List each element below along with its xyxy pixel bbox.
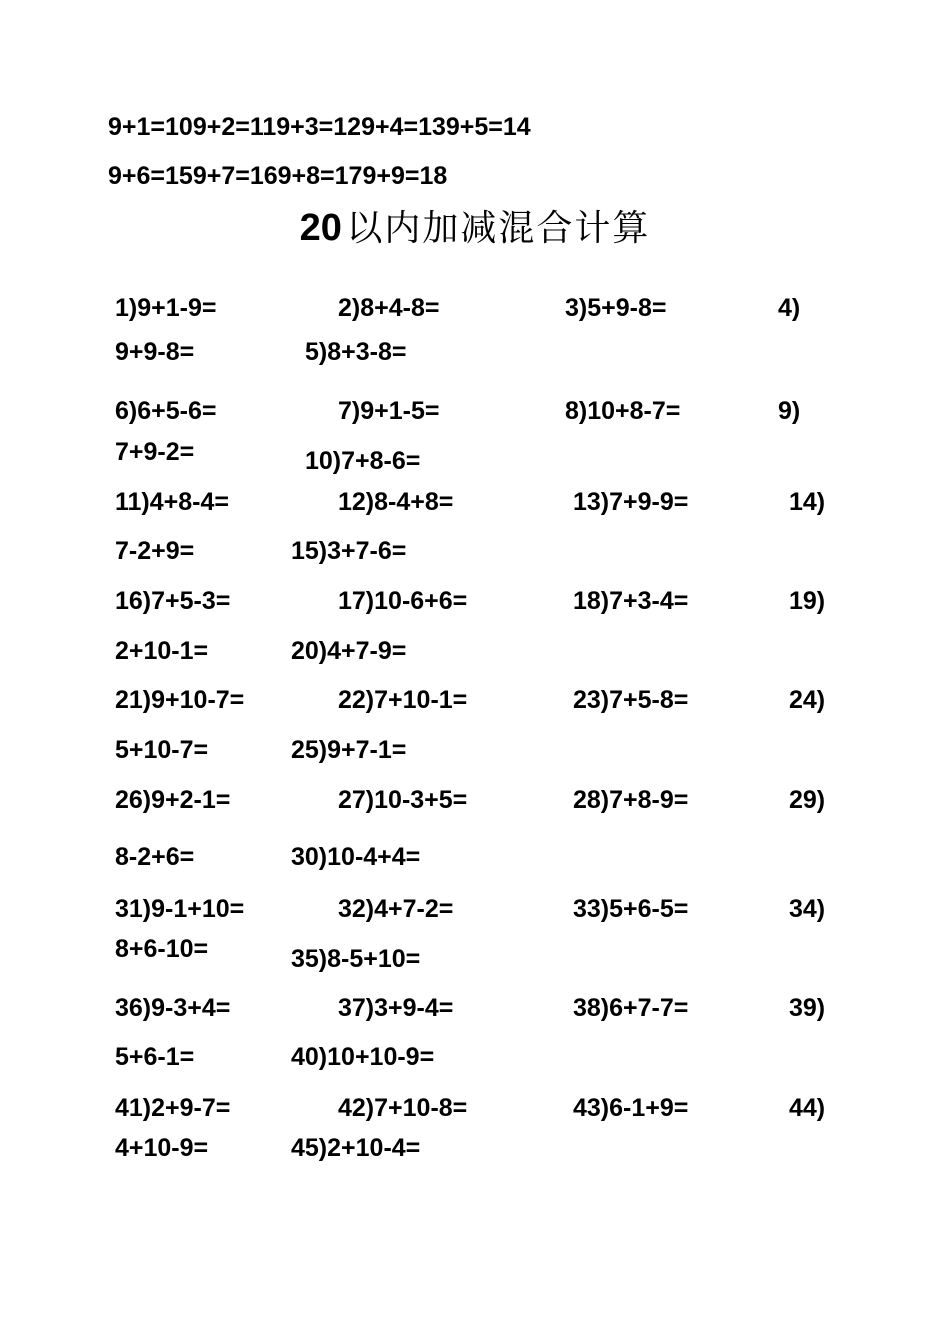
problem-4-expression: 9+9-8=: [115, 338, 195, 366]
problem-26: 26)9+2-1=: [115, 786, 231, 814]
problem-45: 45)2+10-4=: [291, 1134, 421, 1162]
problem-12: 12)8-4+8=: [338, 488, 454, 516]
problem-29-expression: 8-2+6=: [115, 843, 195, 871]
problem-7: 7)9+1-5=: [338, 397, 440, 425]
problem-3: 3)5+9-8=: [565, 294, 667, 322]
problem-30: 30)10-4+4=: [291, 843, 421, 871]
problem-41: 41)2+9-7=: [115, 1094, 231, 1122]
problem-34-number: 34): [789, 895, 826, 923]
problem-25: 25)9+7-1=: [291, 736, 407, 764]
problem-21: 21)9+10-7=: [115, 686, 245, 714]
problem-35: 35)8-5+10=: [291, 945, 421, 973]
problem-39-number: 39): [789, 994, 826, 1022]
problem-29-number: 29): [789, 786, 826, 814]
problem-43: 43)6-1+9=: [573, 1094, 689, 1122]
problem-38: 38)6+7-7=: [573, 994, 689, 1022]
problem-17: 17)10-6+6=: [338, 587, 468, 615]
problem-11: 11)4+8-4=: [115, 488, 229, 516]
problem-16: 16)7+5-3=: [115, 587, 231, 615]
problem-40: 40)10+10-9=: [291, 1043, 435, 1071]
problem-34-expression: 8+6-10=: [115, 935, 209, 963]
problem-10: 10)7+8-6=: [305, 447, 421, 475]
problem-9-number: 9): [778, 397, 801, 425]
problem-15: 15)3+7-6=: [291, 537, 407, 565]
problem-14-number: 14): [789, 488, 826, 516]
problem-19-expression: 2+10-1=: [115, 637, 209, 665]
problem-27: 27)10-3+5=: [338, 786, 468, 814]
problem-9-expression: 7+9-2=: [115, 438, 195, 466]
header-line-2: 9+6=159+7=169+8=179+9=18: [108, 162, 448, 190]
problem-22: 22)7+10-1=: [338, 686, 468, 714]
problem-32: 32)4+7-2=: [338, 895, 454, 923]
problem-42: 42)7+10-8=: [338, 1094, 468, 1122]
problem-37: 37)3+9-4=: [338, 994, 454, 1022]
problem-44-expression: 4+10-9=: [115, 1134, 209, 1162]
problem-33: 33)5+6-5=: [573, 895, 689, 923]
problem-1: 1)9+1-9=: [115, 294, 217, 322]
title-text: 以内加减混合计算: [346, 208, 651, 249]
header-line-1: 9+1=109+2=119+3=129+4=139+5=14: [108, 113, 531, 141]
problem-8: 8)10+8-7=: [565, 397, 681, 425]
problem-14-expression: 7-2+9=: [115, 537, 195, 565]
page-title: [0, 205, 950, 259]
problem-6: 6)6+5-6=: [115, 397, 217, 425]
problem-2: 2)8+4-8=: [338, 294, 440, 322]
problem-24-number: 24): [789, 686, 826, 714]
title-number: 20: [299, 207, 342, 249]
problem-36: 36)9-3+4=: [115, 994, 231, 1022]
problem-18: 18)7+3-4=: [573, 587, 689, 615]
problem-20: 20)4+7-9=: [291, 637, 407, 665]
problem-19-number: 19): [789, 587, 826, 615]
problem-23: 23)7+5-8=: [573, 686, 689, 714]
problem-4-number: 4): [778, 294, 801, 322]
problem-28: 28)7+8-9=: [573, 786, 689, 814]
problem-31: 31)9-1+10=: [115, 895, 245, 923]
problem-24-expression: 5+10-7=: [115, 736, 209, 764]
problem-13: 13)7+9-9=: [573, 488, 689, 516]
problem-39-expression: 5+6-1=: [115, 1043, 195, 1071]
problem-44-number: 44): [789, 1094, 826, 1122]
problem-5: 5)8+3-8=: [305, 338, 407, 366]
